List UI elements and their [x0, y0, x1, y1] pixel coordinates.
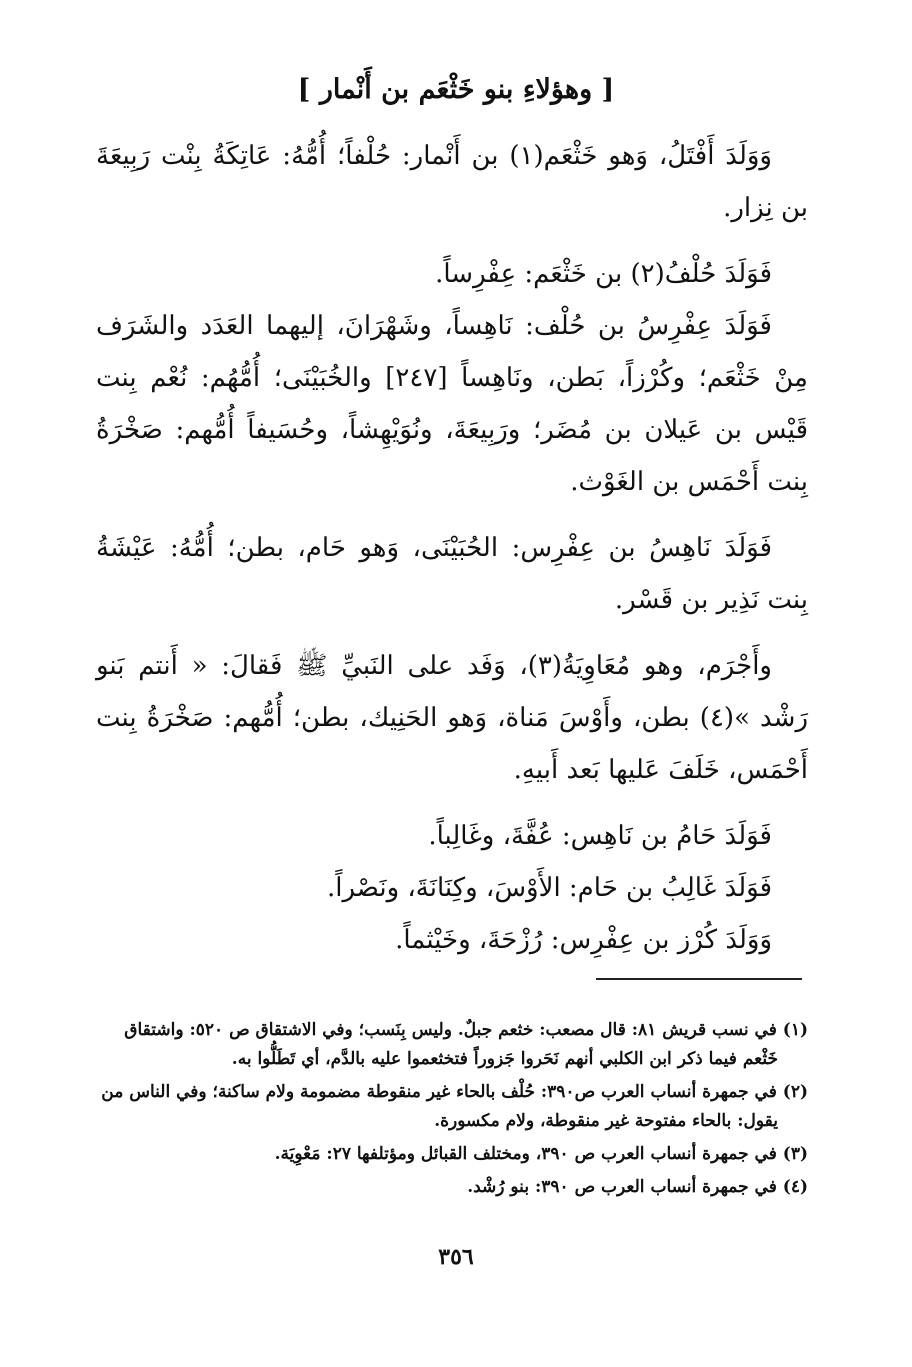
section-heading: [ وهؤلاءِ بنو خَثْعَم بن أَنْمار ]: [297, 74, 615, 105]
footnote-4-line-1: (٤) في جمهرة أنساب العرب ص ٣٩٠: بنو رُشْد.: [467, 1177, 808, 1197]
footnote-divider: [596, 978, 802, 980]
footnotes: [96, 1016, 808, 1206]
paragraph-1: وَوَلَدَ أَفْتَلُ، وَهو خَثْعَم(١) بن أَنْمار: حُلْفاً؛ أُمُّهُ: عَاتِكَةُ بِنْت رَبِيعَةَ بن نِزار.: [96, 141, 808, 223]
paragraph-2: فَوَلَدَ حُلْفُ(٢) بن خَثْعَم: عِفْرِساً.: [435, 259, 772, 289]
footnote-2: [96, 1078, 808, 1136]
paragraph-5: وأَجْرَم، وهو مُعَاوِيَةُ(٣)، وَفَد على النَبيِّ ﷺ فَقالَ: « أَنتم بَنو رَشْد »(٤) بطن، وأَوْسَ مَناة، وَهو الحَنِيك، بطن؛ أُمُّهم: صَخْرَةُ بِنت أَحْمَس، خَلَفَ عَليها بَعد أَبيهِ.: [96, 651, 809, 785]
footnote-2-line-2: يقول: بالحاء مفتوحة غير منقوطة، ولام مكسورة.: [434, 1111, 778, 1131]
lineage-line-2: فَوَلَدَ غَالِبُ بن حَام: الأَوْسَ، وكِنَانَةَ، ونَصْراً.: [326, 873, 772, 903]
footnote-3: [96, 1140, 808, 1169]
main-text: [96, 130, 808, 966]
lineage-list: [96, 810, 808, 966]
footnote-1-line-2: خَثْعم فيما ذكر ابن الكلبي أنهم نَحَروا جَزوراً فتخثعموا عليه بالدَّم، أي تَطَلُّوا به.: [231, 1049, 778, 1069]
footnote-3-line-1: (٣) في جمهرة أنساب العرب ص ٣٩٠، ومختلف القبائل ومؤتلفها ٢٧: مَعْوِيَة.: [274, 1144, 808, 1164]
lineage-line-3: وَوَلَدَ كُرْز بن عِفْرِس: رُزْحَةَ، وخَيْثماً.: [395, 925, 772, 955]
page-number: ٣٥٦: [438, 1244, 474, 1270]
footnote-1: [96, 1016, 808, 1074]
paragraph-3: فَوَلَدَ عِفْرِسُ بن حُلْف: نَاهِساً، وشَهْرَانَ، إليهما العَدَد والشَرَف مِنْ خَثْعَم؛ وكُرْزاً، بَطن، ونَاهِساً [٢٤٧] والخُبَيْنَى؛ أُمُّهُم: نُعْم بِنت قَيْس بن عَيلان بن مُضَر؛ ورَبِيعَةَ، ونُوَيْهِشاً، وحُسَيفاً أُمُّهم: صَخْرَةُ بِنت أَحْمَس بن الغَوْث.: [96, 311, 808, 497]
footnote-1-line-1: (١) في نسب قريش ٨١: قال مصعب: خثعم جبلٌ. وليس بِنَسب؛ وفي الاشتقاق ص ٥٢٠: واشتقاق: [124, 1020, 808, 1040]
footnote-2-line-1: (٢) في جمهرة أنساب العرب ص٣٩٠: حُلْف بالحاء غير منقوطة مضمومة ولام ساكنة؛ وفي الناس من: [101, 1082, 808, 1102]
paragraph-4: فَوَلَدَ نَاهِسُ بن عِفْرِس: الحُبَيْنَى، وَهو حَام، بطن؛ أُمُّهُ: عَيْشَةُ بِنت نَذِير بن قَسْر.: [96, 533, 808, 615]
lineage-line-1: فَوَلَدَ حَامُ بن نَاهِس: عُفَّةَ، وغَالِباً.: [428, 821, 772, 851]
footnote-4: [96, 1173, 808, 1202]
